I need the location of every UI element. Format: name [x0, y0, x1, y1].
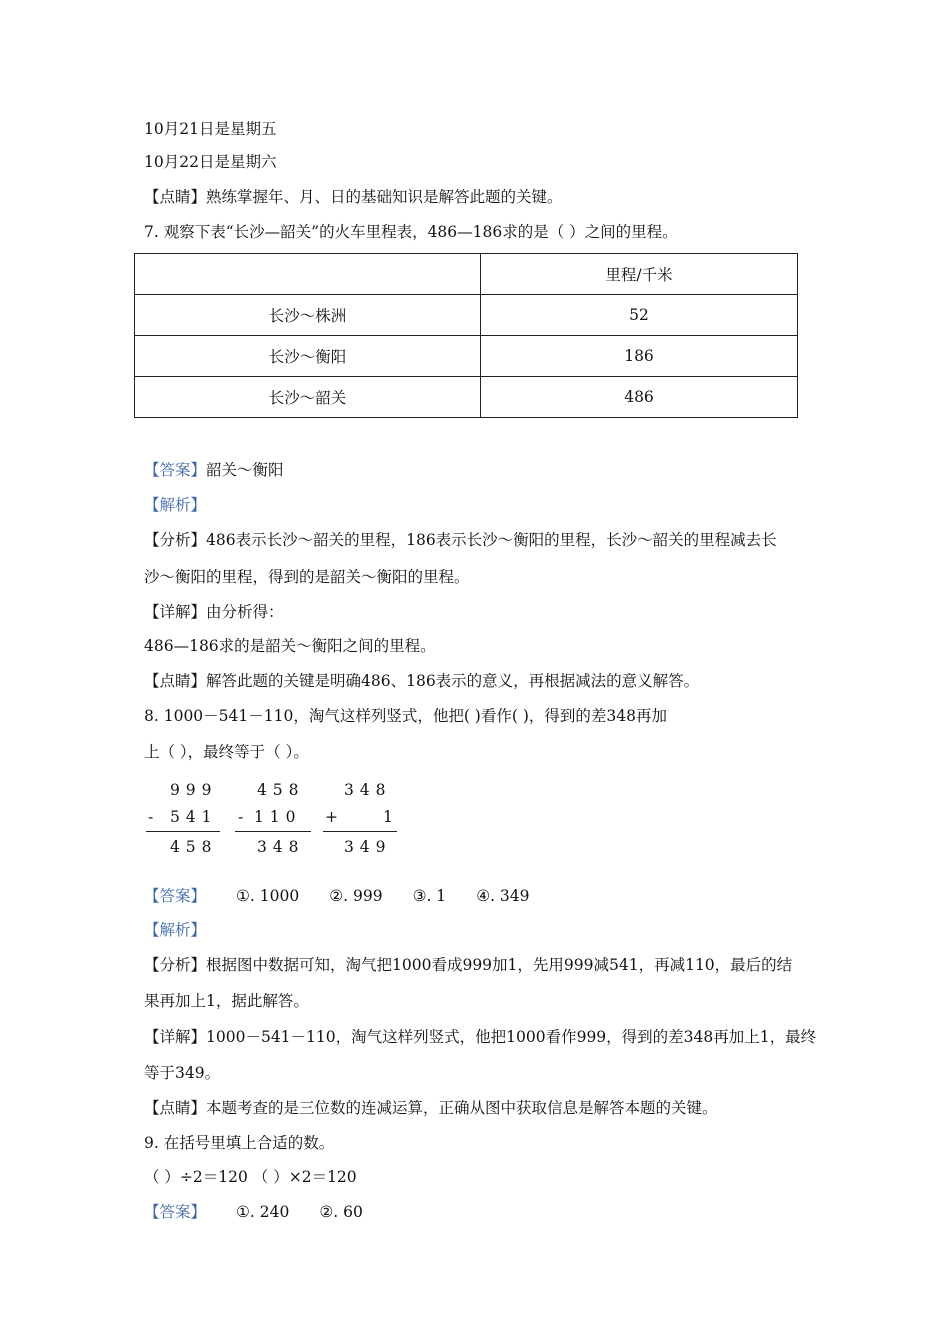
analysis-text: 486表示长沙～韶关的里程，186表示长沙～衡阳的里程，长沙～韶关的里程减去长: [206, 531, 777, 549]
question-8-line2: 上（ ），最终等于（ ）。: [144, 743, 309, 761]
question-9-blanks: （ ）÷2＝120 （ ）×2＝120: [144, 1168, 357, 1186]
dianjing-line: [144, 671, 699, 691]
table-cell: 长沙～株洲: [135, 295, 481, 336]
calc-rule: [323, 831, 397, 832]
analysis-line: [144, 955, 792, 975]
answer-line: [144, 886, 530, 906]
dianjing-tag: 【点睛】: [144, 672, 207, 690]
detail-line: [144, 602, 284, 622]
table-cell: 186: [481, 336, 798, 377]
mileage-table: [134, 253, 798, 418]
text-line: 10月21日是星期五: [144, 120, 277, 138]
analysis-tag: 【分析】: [144, 956, 207, 974]
answer-line: [144, 1202, 363, 1222]
analysis-text: 根据图中数据可知，淘气把1000看成999加1，先用999减541，再减110，最后的结: [206, 956, 793, 974]
answer-item: ①. 1000: [236, 887, 300, 905]
answer-line: [144, 460, 284, 480]
detail-tag: 【详解】: [144, 603, 207, 621]
detail-tag: 【详解】: [144, 1028, 207, 1046]
table-cell: 长沙～衡阳: [135, 336, 481, 377]
table-header-cell: 里程/千米: [481, 254, 798, 295]
table-cell: 52: [481, 295, 798, 336]
table-header-cell: [135, 254, 481, 295]
calc-result: 3 4 9: [344, 838, 386, 856]
table-cell: 486: [481, 377, 798, 418]
dianjing-tag: 【点睛】: [144, 188, 207, 206]
table-row: [135, 336, 798, 377]
answer-item: ③. 1: [412, 887, 447, 905]
dianjing-text: 解答此题的关键是明确486、186表示的意义，再根据减法的意义解答。: [206, 672, 700, 690]
calc-top: 3 4 8: [344, 781, 386, 799]
calc-operand: 5 4 1: [170, 808, 212, 826]
detail-line: 等于349。: [144, 1064, 221, 1082]
dianjing-text: 熟练掌握年、月、日的基础知识是解答此题的关键。: [206, 188, 563, 206]
calc-operand: 1 1 0: [254, 808, 296, 826]
dianjing-text: 本题考查的是三位数的连减运算，正确从图中获取信息是解答本题的关键。: [206, 1099, 718, 1117]
dianjing-line: [144, 1098, 718, 1118]
detail-line: 486—186求的是韶关～衡阳之间的里程。: [144, 637, 436, 655]
answer-item: ②. 999: [329, 887, 383, 905]
calc-top: 9 9 9: [170, 781, 212, 799]
text-line: 10月22日是星期六: [144, 153, 277, 171]
calc-operator: -: [238, 808, 244, 826]
calc-result: 4 5 8: [170, 838, 212, 856]
table-header-row: [135, 254, 798, 295]
answer-tag: 【答案】: [144, 887, 207, 905]
jiexi-tag: 【解析】: [144, 921, 207, 939]
calc-operator: -: [148, 808, 154, 826]
answer-item: ④. 349: [476, 887, 530, 905]
calc-operand: 1: [383, 808, 394, 826]
detail-line: [144, 1027, 816, 1047]
table-row: [135, 295, 798, 336]
detail-text: 1000－541－110，淘气这样列竖式，他把1000看作999，得到的差348再加上1，最终: [206, 1028, 817, 1046]
answer-tag: 【答案】: [144, 461, 207, 479]
answer-item: ②. 60: [319, 1203, 363, 1221]
analysis-tag: 【分析】: [144, 531, 207, 549]
answer-text: 韶关～衡阳: [206, 461, 284, 479]
calc-rule: [235, 831, 311, 832]
jiexi-tag: 【解析】: [144, 496, 207, 514]
answer-item: ①. 240: [236, 1203, 290, 1221]
answer-tag: 【答案】: [144, 1203, 207, 1221]
calc-operator: +: [325, 808, 339, 826]
question-8-line1: 8. 1000－541－110，淘气这样列竖式，他把( )看作( )，得到的差348再加: [144, 707, 667, 725]
analysis-line: 果再加上1，据此解答。: [144, 992, 309, 1010]
detail-text: 由分析得：: [206, 603, 284, 621]
analysis-line: [144, 530, 777, 550]
calc-rule: [146, 831, 220, 832]
table-cell: 长沙～韶关: [135, 377, 481, 418]
dianjing-tag: 【点睛】: [144, 1099, 207, 1117]
analysis-line: 沙～衡阳的里程，得到的是韶关～衡阳的里程。: [144, 568, 470, 586]
calc-result: 3 4 8: [257, 838, 299, 856]
dianjing-line: [144, 187, 563, 207]
question-7: 7. 观察下表“长沙—韶关”的火车里程表，486—186求的是（ ）之间的里程。: [144, 223, 678, 241]
calc-top: 4 5 8: [257, 781, 299, 799]
table-row: [135, 377, 798, 418]
question-9: 9. 在括号里填上合适的数。: [144, 1134, 335, 1152]
